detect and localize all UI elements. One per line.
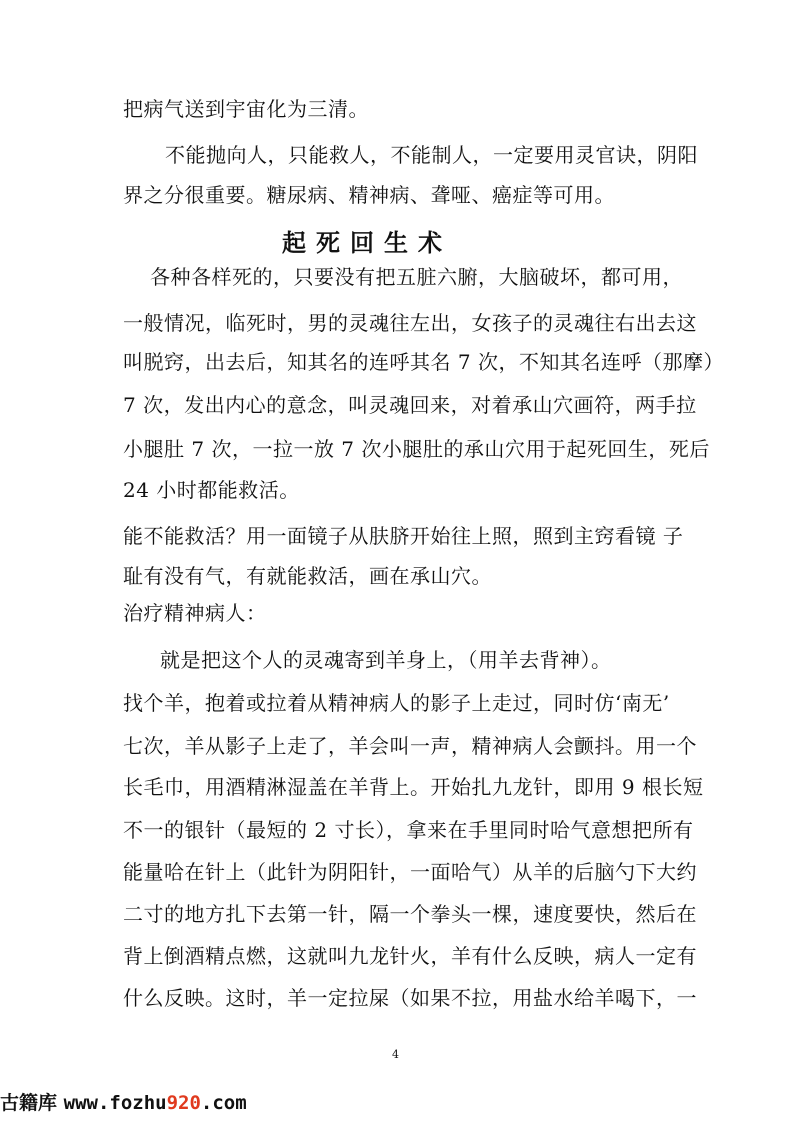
text-line-17: 不一的银针（最短的 2 寸长），拿来在手里同时哈气意想把所有 [123,818,694,842]
text-line-2: 不能抛向人，只能救人，不能制人，一定要用灵官诀，阴阳 [165,143,698,167]
text-line-6: 叫脱窍，出去后，知其名的连呼其名 7 次，不知其名连呼（那摩） [123,350,724,374]
text-line-16: 长毛巾，用酒精淋湿盖在羊背上。开始扎九龙针，即用 9 根长短 [123,775,704,799]
text-line-20: 背上倒酒精点燃，这就叫九龙针火，羊有什么反映，病人一定有 [123,944,697,968]
text-line-10: 能不能救活？用一面镜子从肤脐开始往上照，照到主窍看镜 子 [123,524,684,548]
footer-site-suffix: .com [200,1092,247,1114]
subheading: 治疗精神病人： [123,601,267,625]
text-line-1: 把病气送到宇宙化为三清。 [123,97,369,121]
text-line-11: 耻有没有气，有就能救活，画在承山穴。 [123,564,492,588]
text-line-15: 七次，羊从影子上走了，羊会叫一声，精神病人会颤抖。用一个 [123,734,697,758]
text-line-3: 界之分很重要。糖尿病、精神病、聋哑、癌症等可用。 [123,183,615,207]
text-line-13: 就是把这个人的灵魂寄到羊身上，（用羊去背神）。 [160,648,612,672]
section-title: 起死回生术 [282,228,452,257]
footer-watermark [0,1088,247,1115]
text-line-5: 一般情况，临死时，男的灵魂往左出，女孩子的灵魂往右出去这 [123,311,697,335]
text-line-4: 各种各样死的，只要没有把五脏六腑，大脑破坏，都可用， [150,265,683,289]
text-line-14: 找个羊，抱着或拉着从精神病人的影子上走过，同时仿‘南无’ [123,691,670,715]
footer-site-number: 920 [166,1092,201,1114]
page-number: 4 [392,1048,399,1061]
footer-site-link[interactable] [64,1092,247,1114]
text-line-7: 7 次，发出内心的意念，叫灵魂回来，对着承山穴画符，两手拉 [123,393,697,417]
text-line-19: 二寸的地方扎下去第一针，隔一个拳头一棵，速度要快，然后在 [123,902,697,926]
footer-brand: 古籍库 [0,1092,58,1114]
text-line-18: 能量哈在针上（此针为阴阳针，一面哈气）从羊的后脑勺下大约 [123,860,697,884]
text-line-8: 小腿肚 7 次，一拉一放 7 次小腿肚的承山穴用于起死回生，死后 [123,437,710,461]
text-line-21: 什么反映。这时，羊一定拉屎（如果不拉，用盐水给羊喝下，一 [123,986,697,1010]
text-line-9: 24 小时都能救活。 [123,478,300,502]
footer-site-prefix: www.fozhu [63,1092,167,1114]
